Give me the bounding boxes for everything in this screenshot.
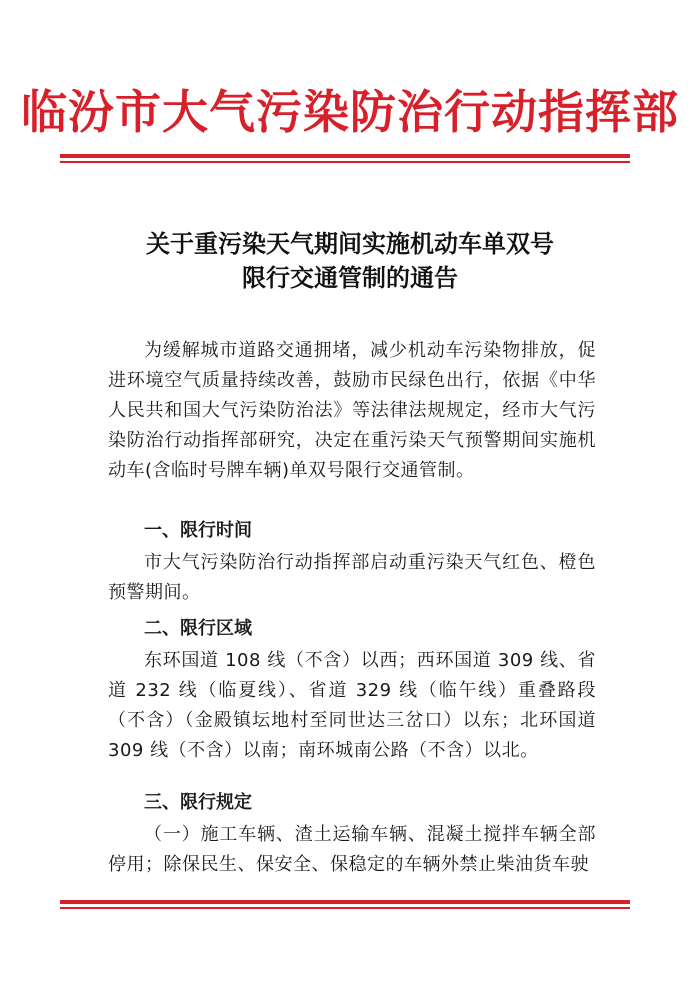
footer-red-rule-thick <box>60 900 630 904</box>
intro-paragraph: 为缓解城市道路交通拥堵，减少机动车污染物排放，促进环境空气质量持续改善，鼓励市民绿色出行，依据《中华人民共和国大气污染防治法》等法律法规规定，经市大气污染防治行动指挥部研究，决定在重污染天气预警期间实施机动车(含临时号牌车辆)单双号限行交通管制。 <box>108 340 596 481</box>
section-text-rules: （一）施工车辆、渣土运输车辆、混凝土搅拌车辆全部停用；除保民生、保安全、保稳定的车辆外禁止柴油货车驶 <box>108 824 596 875</box>
section-text-area: 东环国道 108 线（不含）以西；西环国道 309 线、省道 232 线（临夏线）、省道 329 线（临午线）重叠路段（不含）（金殿镇坛地村至同世达三岔口）以东；北环国道 309 线（不含）以南；南环城南公路（不含）以北。 <box>108 650 596 761</box>
footer-red-rule-thin <box>60 907 630 909</box>
header-red-rule-thick <box>60 154 630 158</box>
section-heading-rules: 三、限行规定 <box>144 792 252 813</box>
section-text-time: 市大气污染防治行动指挥部启动重污染天气红色、橙色预警期间。 <box>108 552 596 603</box>
section-heading-time: 一、限行时间 <box>144 520 252 541</box>
section-heading-area: 二、限行区域 <box>144 618 252 639</box>
header-red-rule-thin <box>60 161 630 163</box>
notice-title-line1: 关于重污染天气期间实施机动车单双号 <box>146 229 554 258</box>
issuing-organization-header: 临汾市大气污染防治行动指挥部 <box>21 85 679 139</box>
notice-title-line2: 限行交通管制的通告 <box>242 263 458 292</box>
